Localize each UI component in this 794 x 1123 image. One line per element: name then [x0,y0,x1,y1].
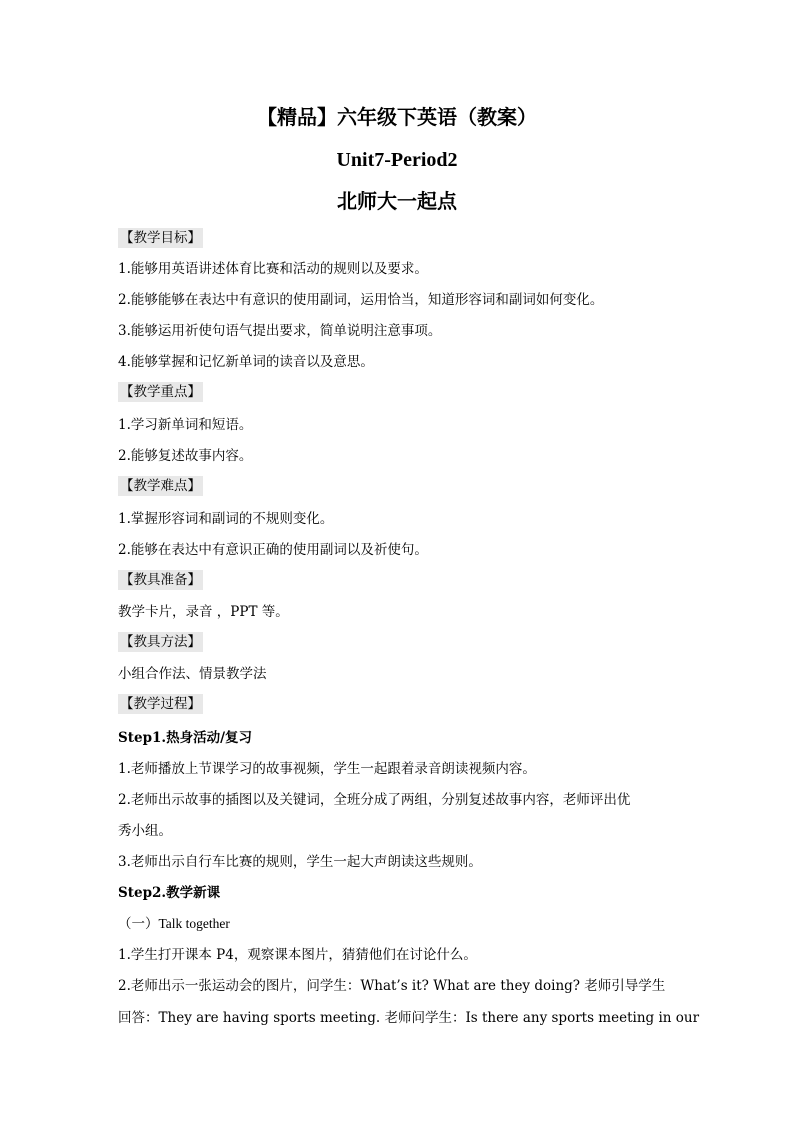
section-heading-process: 【教学过程】 [120,696,201,712]
document-subtitle: Unit7-Period2 [336,149,458,171]
section-heading-objectives: 【教学目标】 [120,230,201,246]
key-point-item: 2.能够复述故事内容。 [118,448,253,464]
step2-line: 1.学生打开课本 P4，观察课本图片，猜猜他们在讨论什么。 [118,947,477,963]
objective-item: 3.能够运用祈使句语气提出要求，简单说明注意事项。 [118,323,442,339]
preparation-text: 教学卡片，录音 ，PPT 等。 [118,604,289,620]
step2-line: 回答：They are having sports meeting. 老师问学生：Is there any sports meeting in our [118,1010,700,1026]
step2-line: 2.老师出示一张运动会的图片，问学生：What’s it? What are they doing? 老师引导学生 [118,978,666,994]
section-heading-methods: 【教具方法】 [120,634,201,650]
publisher-line: 北师大一起点 [337,189,457,213]
step1-title: Step1.热身活动/复习 [118,730,253,746]
step1-line: 2.老师出示故事的插图以及关键词，全班分成了两组，分别复述故事内容，老师评出优 [118,792,631,808]
difficulty-item: 1.掌握形容词和副词的不规则变化。 [118,511,334,527]
objective-item: 2.能够能够在表达中有意识的使用副词，运用恰当，知道形容词和副词如何变化。 [118,292,604,308]
section-heading-key-points: 【教学重点】 [120,384,201,400]
step2-title: Step2.教学新课 [118,885,221,901]
step2-section: （一）Talk together [118,916,230,931]
document-title: 【精品】六年级下英语（教案） [257,105,537,129]
objective-item: 1.能够用英语讲述体育比赛和活动的规则以及要求。 [118,261,428,277]
step1-line: 3.老师出示自行车比赛的规则，学生一起大声朗读这些规则。 [118,854,482,870]
step1-line: 秀小组。 [118,823,172,839]
step1-line: 1.老师播放上节课学习的故事视频，学生一起跟着录音朗读视频内容。 [118,761,536,777]
section-heading-preparation: 【教具准备】 [120,572,201,588]
objective-item: 4.能够掌握和记忆新单词的读音以及意思。 [118,354,374,370]
section-heading-difficulties: 【教学难点】 [120,478,201,494]
difficulty-item: 2.能够在表达中有意识正确的使用副词以及祈使句。 [118,542,428,558]
key-point-item: 1.学习新单词和短语。 [118,417,253,433]
methods-text: 小组合作法、情景教学法 [118,666,267,682]
